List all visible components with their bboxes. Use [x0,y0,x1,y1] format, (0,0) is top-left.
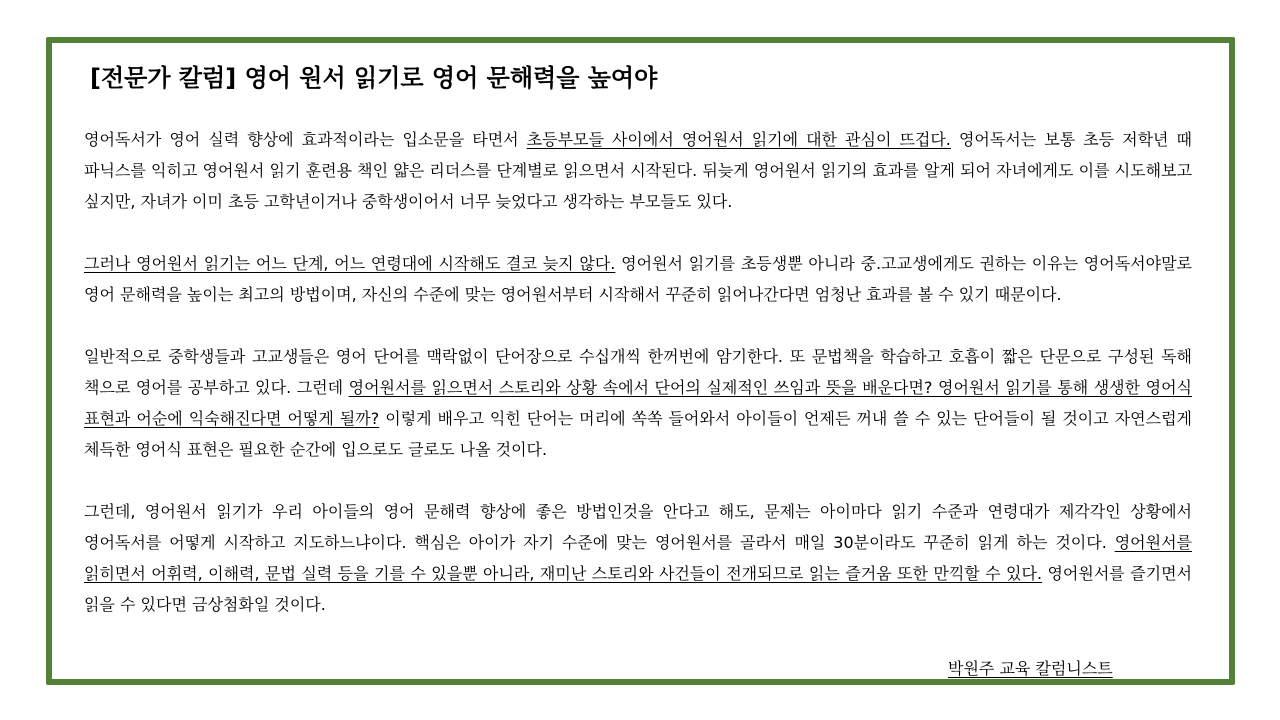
paragraph-2 [84,248,1192,310]
paragraph-1-highlight: 초등부모들 사이에서 영어원서 읽기에 대한 관심이 뜨겁다. [526,130,951,149]
article-body [84,124,1192,620]
article-title: [전문가 칼럼] 영어 원서 읽기로 영어 문해력을 높여야 [90,64,658,92]
paragraph-4-text: 그런데, 영어원서 읽기가 우리 아이들의 영어 문해력 향상에 좋은 방법인것을 안다고 해도, 문제는 아이마다 읽기 수준과 연령대가 제각각인 상황에서 영어독서를 어떻게 시작하고 지도하느냐이다. 핵심은 아이가 자기 수준에 맞는 영어원서를 골라서 매일 30분이라도 꾸준히 읽게 하는 것이다. [84,502,1192,552]
paragraph-2-highlight: 그러나 영어원서 읽기는 어느 단계, 어느 연령대에 시작해도 결코 늦지 않다. [84,254,616,273]
paragraph-1-text: 영어독서가 영어 실력 향상에 효과적이라는 입소문을 타면서 [84,130,527,149]
paragraph-4-text: 영어원서를 즐기면서 읽을 수 있다면 금상첨화일 것이다. [84,564,1193,614]
paragraph-3-text: 이렇게 배우고 익힌 단어는 머리에 쏙쏙 들어와서 아이들이 언제든 꺼내 쓸 수 있는 단어들이 될 것이고 자연스럽게 체득한 영어식 표현은 필요한 순간에 입으로도 글로도 나올 것이다. [84,409,1192,459]
paragraph-4 [84,496,1192,620]
paragraph-3-text: 일반적으로 중학생들과 고교생들은 영어 단어를 맥락없이 단어장으로 수십개씩 한꺼번에 암기한다. 또 문법책을 학습하고 호흡이 짧은 단문으로 구성된 독해 책으로 영어를 공부하고 있다. 그런데 [84,347,1192,397]
author-byline: 박원주 교육 칼럼니스트 [948,659,1113,678]
paragraph-2-text: 영어원서 읽기를 초등생뿐 아니라 중.고교생에게도 권하는 이유는 영어독서야말로 영어 문해력을 높이는 최고의 방법이며, 자신의 수준에 맞는 영어원서부터 시작해서 꾸준히 읽어나간다면 엄청난 효과를 볼 수 있기 때문이다. [84,254,1193,304]
paragraph-3 [84,341,1192,465]
paragraph-1-text: 영어독서는 보통 초등 저학년 때 파닉스를 익히고 영어원서 읽기 훈련용 책인 얇은 리더스를 단계별로 읽으면서 시작된다. 뒤늦게 영어원서 읽기의 효과를 알게 되어 자녀에게도 이를 시도해보고 싶지만, 자녀가 이미 초등 고학년이거나 중학생이어서 너무 늦었다고 생각하는 부모들도 있다. [84,130,1193,211]
paragraph-1 [84,124,1192,217]
paragraph-3-highlight: 영어원서를 읽으면서 스토리와 상황 속에서 단어의 실제적인 쓰임과 뜻을 배운다면? 영어원서 읽기를 통해 생생한 영어식 표현과 어순에 익숙해진다면 어떻게 될까? [84,378,1192,428]
paragraph-4-highlight: 영어원서를 읽히면서 어휘력, 이해력, 문법 실력 등을 기를 수 있을뿐 아니라, 재미난 스토리와 사건들이 전개되므로 읽는 즐거움 또한 만끽할 수 있다. [84,533,1192,583]
